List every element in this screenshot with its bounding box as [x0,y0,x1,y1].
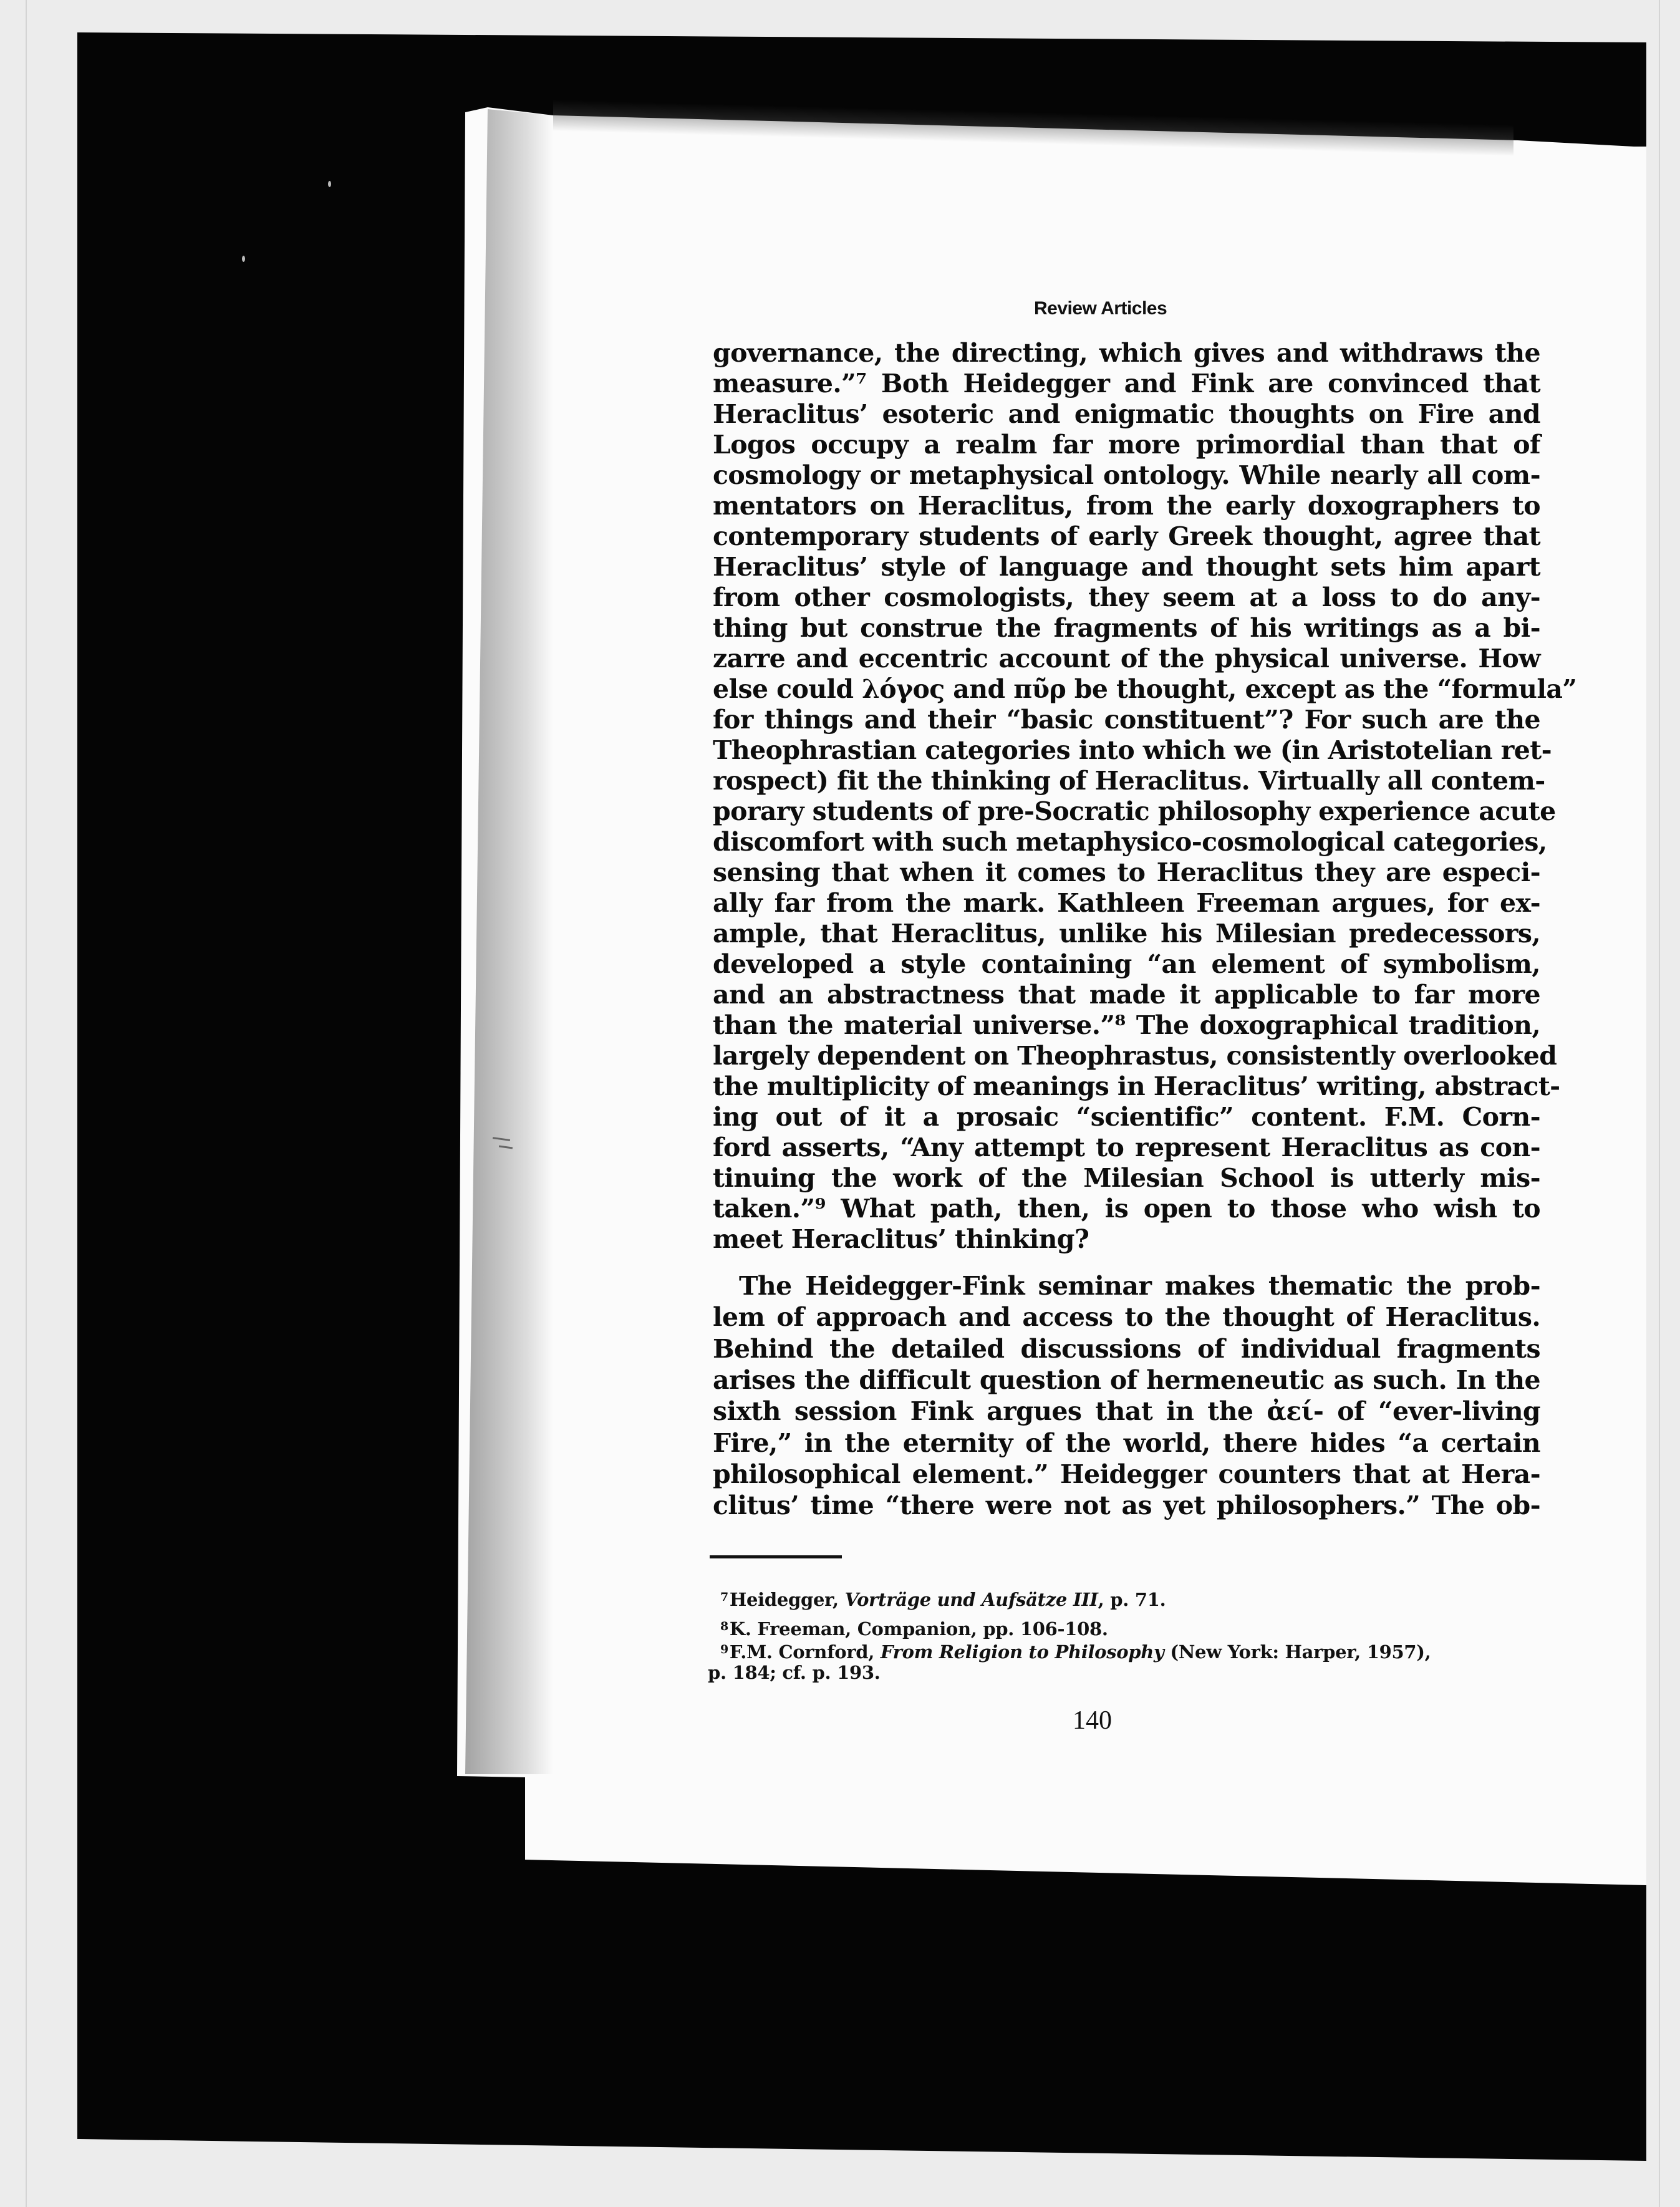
footnote-9-continuation: p. 184; cf. p. 193. [708,1662,881,1683]
text-line: ford asserts, “Any attempt to represent Heraclitus as con- [713,1132,1540,1162]
text-line: sensing that when it comes to Heraclitus they are especi- [713,857,1540,887]
text-line: cosmology or metaphysical ontology. While nearly all com- [713,460,1540,490]
footnote-8: $^8$K. Freeman, Companion, pp. 106-108. [720,1618,1108,1640]
footnote-separator-rule [710,1555,842,1558]
text-line: Logos occupy a realm far more primordial than that of [713,430,1540,460]
text-line: lem of approach and access to the thought of Heraclitus. [713,1302,1540,1333]
scan-edge-line-right [1659,0,1660,2207]
footnote-7: $^7$Heidegger, Vorträge und Aufsätze III, p. 71. [720,1589,1166,1610]
dust-speck [242,256,245,262]
text-line: else could λόγος and πῦρ be thought, except as the “formula” [713,674,1577,704]
text-line: philosophical element.” Heidegger counters that at Hera- [713,1459,1540,1489]
text-line: porary students of pre-Socratic philosophy experience acute [713,796,1556,826]
footnote-9: $^9$F.M. Cornford, From Religion to Philosophy (New York: Harper, 1957), [720,1641,1431,1663]
text-line: arises the difficult question of hermeneutic as such. In the [713,1364,1540,1395]
text-line: clitus’ time “there were not as yet philosophers.” The ob- [713,1490,1540,1521]
dust-speck [328,181,331,187]
text-line: from other cosmologists, they seem at a loss to do any- [713,582,1540,612]
scan-edge-line-left [26,0,27,2207]
text-line: ample, that Heraclitus, unlike his Milesian predecessors, [713,919,1540,949]
text-line: meet Heraclitus’ thinking? [713,1224,1089,1254]
text-line: mentators on Heraclitus, from the early doxographers to [713,491,1540,521]
footnote-number: 8 [720,1620,728,1633]
text-line: Behind the detailed discussions of individual fragments [713,1333,1540,1364]
text-line: tinuing the work of the Milesian School is utterly mis- [713,1163,1540,1193]
text-line: Heraclitus’ style of language and thought sets him apart [713,552,1540,582]
text-line: thing but construe the fragments of his writings as a bi- [713,613,1540,643]
text-line: Fire,” in the eternity of the world, there hides “a certain [713,1427,1540,1458]
footnote-number: 7 [720,1590,728,1604]
text-line: measure.”⁷ Both Heidegger and Fink are convinced that [713,369,1540,398]
page-number: 140 [1073,1706,1112,1735]
text-line: rospect) fit the thinking of Heraclitus. Virtually all contem- [713,766,1545,796]
footnote-number: 9 [720,1643,728,1656]
running-head: Review Articles [1034,298,1167,319]
footnote-title: Vorträge und Aufsätze III [844,1589,1098,1610]
text-line: the multiplicity of meanings in Heraclitus’ writing, abstract- [713,1071,1560,1101]
text-line: taken.”⁹ What path, then, is open to those who wish to [713,1194,1540,1224]
text-line: discomfort with such metaphysico-cosmological categories, [713,827,1547,857]
text-line: largely dependent on Theophrastus, consistently overlooked [713,1041,1557,1071]
text-line: ing out of it a prosaic “scientific” content. F.M. Corn- [713,1102,1540,1132]
text-line: Heraclitus’ esoteric and enigmatic thoughts on Fire and [713,399,1540,429]
footnote-title: From Religion to Philosophy [880,1641,1164,1663]
text-line: than the material universe.”⁸ The doxographical tradition, [713,1010,1540,1040]
text-line: and an abstractness that made it applicable to far more [713,980,1540,1010]
text-line: developed a style containing “an element of symbolism, [713,949,1540,979]
text-line: The Heidegger-Fink seminar makes thematic the prob- [739,1271,1540,1301]
text-line: contemporary students of early Greek thought, agree that [713,521,1540,551]
text-line: sixth session Fink argues that in the ἀεί- of “ever-living [713,1396,1540,1427]
text-line: for things and their “basic constituent”? For such are the [713,705,1540,735]
text-line: governance, the directing, which gives and withdraws the [713,338,1540,368]
text-line: Theophrastian categories into which we (in Aristotelian ret- [713,735,1552,765]
text-line: zarre and eccentric account of the physical universe. How [713,644,1540,674]
text-line: ally far from the mark. Kathleen Freeman argues, for ex- [713,888,1540,918]
